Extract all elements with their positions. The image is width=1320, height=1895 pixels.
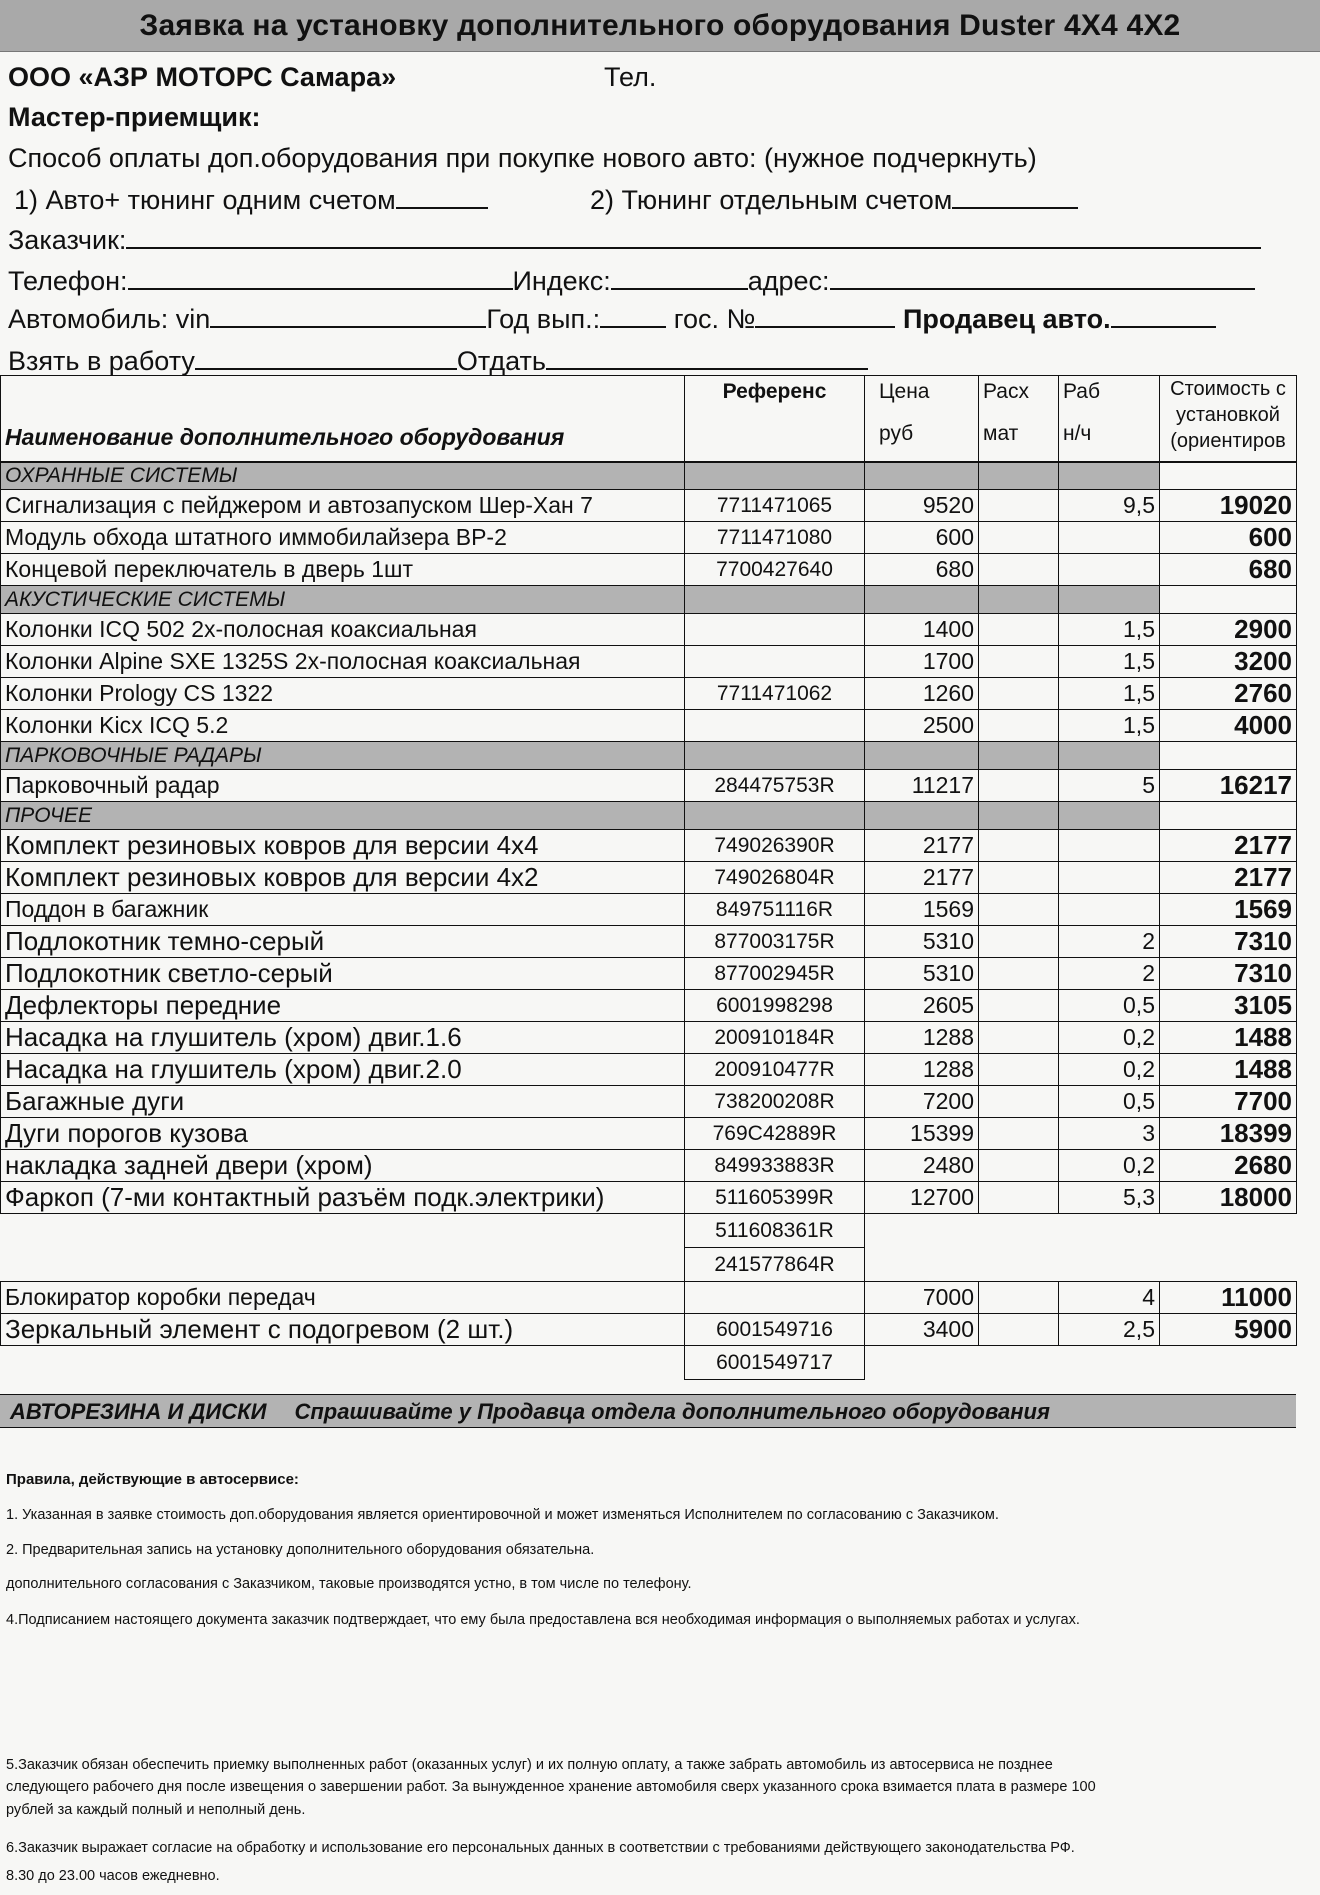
table-row (1, 1314, 1297, 1346)
item-name: Концевой переключатель в дверь 1шт (1, 554, 685, 586)
item-mat (979, 990, 1059, 1022)
header-name: Наименование дополнительного оборудования (1, 376, 685, 462)
rule-5: 5.Заказчик обязан обеспечить приемку выполненных работ (оказанных услуг) и их полную оплату, а также забрать автомобиль из автосервиса не позднее (6, 1757, 1053, 1773)
item-mat (979, 770, 1059, 802)
item-total: 3105 (1160, 990, 1297, 1022)
table-row (1, 1248, 1297, 1282)
phone-row (8, 264, 1255, 297)
item-price: 1288 (865, 1054, 979, 1086)
item-price: 1288 (865, 1022, 979, 1054)
section-title: ПРОЧЕЕ (1, 802, 685, 830)
item-work: 0,5 (1059, 990, 1160, 1022)
item-name: Подлокотник светло-серый (1, 958, 685, 990)
item-ref: 200910477R (685, 1054, 865, 1086)
item-work (1059, 862, 1160, 894)
item-ref: 6001549717 (685, 1346, 865, 1380)
item-work (1059, 1346, 1160, 1380)
item-price: 7200 (865, 1086, 979, 1118)
rule-5-cont: следующего рабочего дня после извещения о завершении работ. За вынужденное хранение автомобиля сверх указанного срока взимается плата в размере 100 (6, 1779, 1096, 1795)
rules-title: Правила, действующие в автосервисе: (6, 1471, 299, 1488)
item-mat (979, 1150, 1059, 1182)
item-mat (979, 490, 1059, 522)
item-mat (979, 958, 1059, 990)
customer-field[interactable] (126, 223, 1261, 249)
item-total: 4000 (1160, 710, 1297, 742)
section-cell (685, 586, 865, 614)
section-cell (979, 802, 1059, 830)
item-mat (979, 894, 1059, 926)
rule-1: 1. Указанная в заявке стоимость доп.оборудования является ориентировочной и может изменяться Исполнителем по согласованию с Заказчиком. (6, 1507, 999, 1523)
item-ref: 7711471062 (685, 678, 865, 710)
item-ref: 241577864R (685, 1248, 865, 1282)
item-total: 16217 (1160, 770, 1297, 802)
item-price: 1569 (865, 894, 979, 926)
item-price: 2177 (865, 862, 979, 894)
item-name: Колонки Prology CS 1322 (1, 678, 685, 710)
equipment-table (0, 375, 1297, 1380)
item-mat (979, 1054, 1059, 1086)
item-mat (979, 710, 1059, 742)
item-total: 680 (1160, 554, 1297, 586)
item-ref (685, 614, 865, 646)
table-row (1, 770, 1297, 802)
item-total: 1569 (1160, 894, 1297, 926)
item-total: 600 (1160, 522, 1297, 554)
item-work: 0,5 (1059, 1086, 1160, 1118)
item-price (865, 1248, 979, 1282)
tel-label: Тел. (604, 62, 657, 92)
section-cell (979, 742, 1059, 770)
rule-3: дополнительного согласования с Заказчиком, таковые производятся устно, в том числе по телефону. (6, 1576, 692, 1592)
payment-option-1-field[interactable] (396, 183, 488, 209)
item-total: 1488 (1160, 1054, 1297, 1086)
item-price: 600 (865, 522, 979, 554)
company-label: ООО «АЗР МОТОРС Самара» (8, 62, 397, 92)
section-cell (865, 586, 979, 614)
item-name (1, 1346, 685, 1380)
item-mat (979, 554, 1059, 586)
item-name: Комплект резиновых ковров для версии 4х2 (1, 862, 685, 894)
item-work: 0,2 (1059, 1022, 1160, 1054)
table-row (1, 554, 1297, 586)
item-total: 7700 (1160, 1086, 1297, 1118)
item-work (1059, 1248, 1160, 1282)
item-price: 1700 (865, 646, 979, 678)
customer-row (8, 223, 1261, 256)
item-price: 2480 (865, 1150, 979, 1182)
item-work: 1,5 (1059, 678, 1160, 710)
section-title: АКУСТИЧЕСКИЕ СИСТЕМЫ (1, 586, 685, 614)
phone-label: Телефон: (8, 266, 128, 296)
item-ref: 769C42889R (685, 1118, 865, 1150)
section-row (1, 586, 1297, 614)
table-row (1, 830, 1297, 862)
table-row (1, 646, 1297, 678)
item-ref: 749026390R (685, 830, 865, 862)
item-mat (979, 678, 1059, 710)
item-ref: 200910184R (685, 1022, 865, 1054)
table-row (1, 614, 1297, 646)
header-price: Цена руб (865, 376, 979, 462)
year-field[interactable] (600, 302, 666, 328)
item-total: 5900 (1160, 1314, 1297, 1346)
item-work: 3 (1059, 1118, 1160, 1150)
item-ref (685, 646, 865, 678)
item-work: 1,5 (1059, 710, 1160, 742)
item-price: 1260 (865, 678, 979, 710)
header-ref: Референс (685, 376, 865, 462)
item-ref: 7711471065 (685, 490, 865, 522)
item-mat (979, 1282, 1059, 1314)
item-mat (979, 862, 1059, 894)
item-work: 2 (1059, 958, 1160, 990)
item-ref: 284475753R (685, 770, 865, 802)
item-name: Колонки ICQ 502 2х-полосная коаксиальная (1, 614, 685, 646)
item-total: 1488 (1160, 1022, 1297, 1054)
item-total: 18000 (1160, 1182, 1297, 1214)
section-cell (865, 802, 979, 830)
customer-label: Заказчик: (8, 225, 127, 255)
plate-label: гос. № (673, 304, 756, 334)
table-row (1, 1182, 1297, 1214)
item-name: Дуги порогов кузова (1, 1118, 685, 1150)
vin-field[interactable] (210, 302, 486, 328)
header-total: Стоимость с установкой (ориентиров (1160, 376, 1297, 462)
item-work: 1,5 (1059, 614, 1160, 646)
item-ref: 6001549716 (685, 1314, 865, 1346)
index-label: Индекс: (512, 266, 611, 296)
item-price (865, 1214, 979, 1248)
seller-field[interactable] (1111, 302, 1216, 328)
item-price: 12700 (865, 1182, 979, 1214)
table-row (1, 1282, 1297, 1314)
item-work (1059, 554, 1160, 586)
year-label: Год вып.: (486, 304, 601, 334)
section-cell (865, 462, 979, 490)
item-work (1059, 522, 1160, 554)
item-ref: 877003175R (685, 926, 865, 958)
page-title: Заявка на установку дополнительного оборудования Duster 4X4 4X2 (0, 0, 1320, 52)
item-name: Насадка на глушитель (хром) двиг.1.6 (1, 1022, 685, 1054)
section-row (1, 462, 1297, 490)
item-name: Поддон в багажник (1, 894, 685, 926)
item-name: Колонки Alpine SXE 1325S 2х-полосная коаксиальная (1, 646, 685, 678)
item-mat (979, 1182, 1059, 1214)
item-ref: 849933883R (685, 1150, 865, 1182)
item-work: 0,2 (1059, 1150, 1160, 1182)
table-row (1, 1118, 1297, 1150)
section-cell (685, 802, 865, 830)
rule-6: 6.Заказчик выражает согласие на обработку и использование его персональных данных в соответствии с требованиями действующего законодательства РФ. (6, 1840, 1075, 1856)
item-price: 5310 (865, 926, 979, 958)
section-cell (1059, 802, 1160, 830)
item-total: 7310 (1160, 958, 1297, 990)
table-row (1, 1346, 1297, 1380)
table-row (1, 862, 1297, 894)
item-name: Модуль обхода штатного иммобилайзера BP-2 (1, 522, 685, 554)
tires-banner (0, 1394, 1296, 1428)
index-field[interactable] (611, 264, 748, 290)
take-field[interactable] (195, 344, 457, 370)
item-price: 11217 (865, 770, 979, 802)
item-mat (979, 1248, 1059, 1282)
item-mat (979, 830, 1059, 862)
item-price: 2177 (865, 830, 979, 862)
section-cell (1059, 742, 1160, 770)
item-mat (979, 1022, 1059, 1054)
rule-4: 4.Подписанием настоящего документа заказчик подтверждает, что ему была предоставлена вся необходимая информация о выполняемых работах и услугах. (6, 1612, 1080, 1628)
item-total (1160, 1346, 1297, 1380)
header-work: Раб н/ч (1059, 376, 1160, 462)
item-mat (979, 1118, 1059, 1150)
item-name: Насадка на глушитель (хром) двиг.2.0 (1, 1054, 685, 1086)
address-label: адрес: (747, 266, 830, 296)
item-ref: 6001998298 (685, 990, 865, 1022)
item-total (1160, 1248, 1297, 1282)
item-price: 5310 (865, 958, 979, 990)
item-mat (979, 1086, 1059, 1118)
item-total: 2900 (1160, 614, 1297, 646)
item-mat (979, 1346, 1059, 1380)
section-cell (1160, 742, 1297, 770)
item-mat (979, 1314, 1059, 1346)
item-work: 4 (1059, 1282, 1160, 1314)
table-row (1, 1150, 1297, 1182)
table-row (1, 1054, 1297, 1086)
item-work: 2,5 (1059, 1314, 1160, 1346)
master-label: Мастер-приемщик: (8, 102, 261, 132)
item-ref: 849751116R (685, 894, 865, 926)
item-name: Фаркоп (7-ми контактный разъём подк.электрики) (1, 1182, 685, 1214)
section-cell (865, 742, 979, 770)
table-row (1, 1086, 1297, 1118)
item-work: 5 (1059, 770, 1160, 802)
table-row (1, 1022, 1297, 1054)
table-row (1, 958, 1297, 990)
item-total: 2177 (1160, 862, 1297, 894)
company-name (8, 62, 396, 93)
payment-option-1-label: 1) Авто+ тюнинг одним счетом (14, 185, 396, 215)
item-name: Дефлекторы передние (1, 990, 685, 1022)
item-total: 18399 (1160, 1118, 1297, 1150)
phone-field[interactable] (128, 264, 513, 290)
item-mat (979, 614, 1059, 646)
table-row (1, 1214, 1297, 1248)
item-price: 3400 (865, 1314, 979, 1346)
section-cell (685, 462, 865, 490)
item-name: Подлокотник темно-серый (1, 926, 685, 958)
item-total: 2177 (1160, 830, 1297, 862)
table-row (1, 894, 1297, 926)
section-row (1, 802, 1297, 830)
payment-option-2-field[interactable] (952, 183, 1078, 209)
payment-option-1 (14, 183, 488, 216)
table-row (1, 710, 1297, 742)
item-work: 5,3 (1059, 1182, 1160, 1214)
section-cell (1059, 586, 1160, 614)
table-row (1, 678, 1297, 710)
item-mat (979, 1214, 1059, 1248)
section-title: ПАРКОВОЧНЫЕ РАДАРЫ (1, 742, 685, 770)
rule-5-end: рублей за каждый полный и неполный день. (6, 1802, 306, 1818)
item-work: 2 (1059, 926, 1160, 958)
item-ref: 7711471080 (685, 522, 865, 554)
give-field[interactable] (546, 344, 868, 370)
table-row (1, 522, 1297, 554)
section-cell (1160, 586, 1297, 614)
item-total: 7310 (1160, 926, 1297, 958)
item-price: 2605 (865, 990, 979, 1022)
payment-option-2 (590, 183, 1078, 216)
item-ref (685, 1282, 865, 1314)
item-work (1059, 1214, 1160, 1248)
item-mat (979, 926, 1059, 958)
item-price: 9520 (865, 490, 979, 522)
section-cell (979, 586, 1059, 614)
section-cell (685, 742, 865, 770)
item-name: Колонки Kicx ICQ 5.2 (1, 710, 685, 742)
item-price: 7000 (865, 1282, 979, 1314)
item-ref: 511605399R (685, 1182, 865, 1214)
item-name: Сигнализация с пейджером и автозапуском Шер-Хан 7 (1, 490, 685, 522)
tires-note: Спрашивайте у Продавца отдела дополнительного оборудования (294, 1399, 1050, 1424)
section-cell (1160, 462, 1297, 490)
table-row (1, 990, 1297, 1022)
table-header (1, 376, 1297, 462)
item-name: Парковочный радар (1, 770, 685, 802)
item-total: 2760 (1160, 678, 1297, 710)
payment-option-2-label: 2) Тюнинг отдельным счетом (590, 185, 953, 215)
car-row (8, 302, 1216, 335)
item-total: 19020 (1160, 490, 1297, 522)
section-cell (979, 462, 1059, 490)
rule-hours: 8.30 до 23.00 часов ежедневно. (6, 1868, 220, 1884)
section-cell (1160, 802, 1297, 830)
item-mat (979, 522, 1059, 554)
item-work: 1,5 (1059, 646, 1160, 678)
item-total (1160, 1214, 1297, 1248)
item-price: 2500 (865, 710, 979, 742)
take-label: Взять в работу (8, 346, 195, 376)
item-total: 11000 (1160, 1282, 1297, 1314)
address-field[interactable] (830, 264, 1255, 290)
rule-2: 2. Предварительная запись на установку дополнительного оборудования обязательна. (6, 1542, 595, 1558)
section-row (1, 742, 1297, 770)
tires-label: АВТОРЕЗИНА И ДИСКИ (10, 1399, 267, 1424)
plate-field[interactable] (755, 302, 895, 328)
item-price: 15399 (865, 1118, 979, 1150)
item-work (1059, 894, 1160, 926)
item-work: 0,2 (1059, 1054, 1160, 1086)
payment-text: Способ оплаты доп.оборудования при покупке нового авто: (нужное подчеркнуть) (8, 143, 1037, 173)
item-work (1059, 830, 1160, 862)
item-name: Зеркальный элемент с подогревом (2 шт.) (1, 1314, 685, 1346)
section-cell (1059, 462, 1160, 490)
item-mat (979, 646, 1059, 678)
item-price: 1400 (865, 614, 979, 646)
section-title: ОХРАННЫЕ СИСТЕМЫ (1, 462, 685, 490)
item-ref: 7700427640 (685, 554, 865, 586)
table-row (1, 926, 1297, 958)
item-ref: 738200208R (685, 1086, 865, 1118)
schedule-row (8, 344, 868, 377)
item-price: 680 (865, 554, 979, 586)
seller-label: Продавец авто. (902, 304, 1111, 334)
table-row (1, 490, 1297, 522)
item-ref (685, 710, 865, 742)
item-ref: 749026804R (685, 862, 865, 894)
item-total: 2680 (1160, 1150, 1297, 1182)
item-name: Багажные дуги (1, 1086, 685, 1118)
item-name: Блокиратор коробки передач (1, 1282, 685, 1314)
item-ref: 511608361R (685, 1214, 865, 1248)
item-work: 9,5 (1059, 490, 1160, 522)
item-name: Комплект резиновых ковров для версии 4х4 (1, 830, 685, 862)
item-total: 3200 (1160, 646, 1297, 678)
item-name: накладка задней двери (хром) (1, 1150, 685, 1182)
item-name (1, 1248, 685, 1282)
car-label: Автомобиль: vin (8, 304, 211, 334)
item-price (865, 1346, 979, 1380)
give-label: Отдать (456, 346, 546, 376)
item-ref: 877002945R (685, 958, 865, 990)
item-name (1, 1214, 685, 1248)
header-mat: Расх мат (979, 376, 1059, 462)
